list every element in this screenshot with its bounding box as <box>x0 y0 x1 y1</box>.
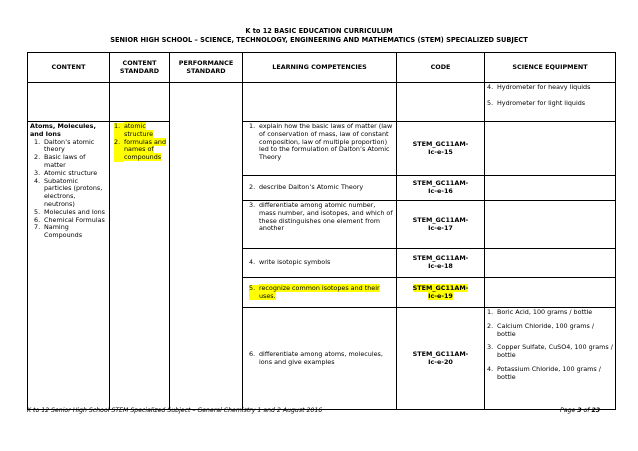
footer-text: K to 12 Senior High School STEM Specialized Subject – General Chemistry 1 and 2 August 2016 <box>27 407 323 414</box>
code-cell: STEM_GC11AM- Ic-e-19 <box>397 278 485 308</box>
table-row <box>28 122 616 176</box>
competency-cell: 3. differentiate among atomic number, mass number, and isotopes, and which of these distinguishes one element from another <box>243 201 397 249</box>
list-item: 1. Dalton’s atomic theory <box>34 137 95 154</box>
list-item: 1. Boric Acid, 100 grams / bottle <box>487 308 593 316</box>
col-header-content: CONTENT <box>28 53 110 83</box>
list-item: 6. Chemical Formulas <box>34 215 105 224</box>
code-cell: STEM_GC11AM- Ic-e-20 <box>397 308 485 410</box>
col-header-performance-standard: PERFORMANCE STANDARD <box>170 53 243 83</box>
code-cell: STEM_GC11AM- Ic-e-17 <box>397 201 485 249</box>
list-item: 2. formulas and names of compounds <box>114 137 167 162</box>
competency-cell: 5. recognize common isotopes and their uses. <box>243 278 397 308</box>
col-header-content-standard: CONTENT STANDARD <box>110 53 170 83</box>
curriculum-table <box>27 52 616 410</box>
list-item: 4. Subatomic particles (protons, electrons, neutrons) <box>34 176 103 208</box>
list-item: 2. Basic laws of matter <box>34 153 86 169</box>
content-title: Atoms, Molecules, and Ions <box>30 122 96 138</box>
col-header-science-equipment: SCIENCE EQUIPMENT <box>485 53 616 83</box>
list-item: 7. Naming Compounds <box>34 223 83 240</box>
performance-standard-cell <box>170 83 243 410</box>
table-header-row <box>28 53 616 83</box>
competency-cell: 2. describe Dalton’s Atomic Theory <box>243 176 397 201</box>
content-standard-cell <box>110 122 170 410</box>
code-cell: STEM_GC11AM- Ic-e-16 <box>397 176 485 201</box>
code-cell: STEM_GC11AM- Ic-e-15 <box>397 122 485 176</box>
doc-subtitle: SENIOR HIGH SCHOOL – SCIENCE, TECHNOLOGY, ENGINEERING AND MATHEMATICS (STEM) SPECIALIZED SUBJECT <box>110 36 528 44</box>
list-item: 5. Molecules and Ions <box>34 207 105 216</box>
competency-cell: 6. differentiate among atoms, molecules, ions and give examples <box>243 308 397 410</box>
table-row <box>28 83 616 122</box>
list-item: 3. Copper Sulfate, CuSO4, 100 grams / bottle <box>487 343 613 360</box>
code-cell: STEM_GC11AM- Ic-e-18 <box>397 249 485 278</box>
competency-cell: 1. explain how the basic laws of matter (law of conservation of mass, law of constant composition, law of multiple proportion) led to the formulation of Dalton’s Atomic Theory <box>243 122 397 176</box>
col-header-code: CODE <box>397 53 485 83</box>
equipment-cell <box>485 308 616 410</box>
competency-cell: 4. write isotopic symbols <box>243 249 397 278</box>
list-item: 4. Hydrometer for heavy liquids <box>487 83 591 91</box>
list-item: 4. Potassium Chloride, 100 grams / bottle <box>487 364 601 381</box>
col-header-learning-competencies: LEARNING COMPETENCIES <box>243 53 397 83</box>
list-item: 3. Atomic structure <box>34 168 98 177</box>
equipment-cell <box>485 83 616 122</box>
list-item: 1. atomic structure <box>114 122 154 138</box>
doc-title: K to 12 BASIC EDUCATION CURRICULUM <box>245 27 393 35</box>
page-number: Page 3 of 23 <box>560 407 601 414</box>
list-item: 2. Calcium Chloride, 100 grams / bottle <box>487 321 594 338</box>
content-cell <box>28 122 110 410</box>
list-item: 5. Hydrometer for light liquids <box>487 98 586 107</box>
